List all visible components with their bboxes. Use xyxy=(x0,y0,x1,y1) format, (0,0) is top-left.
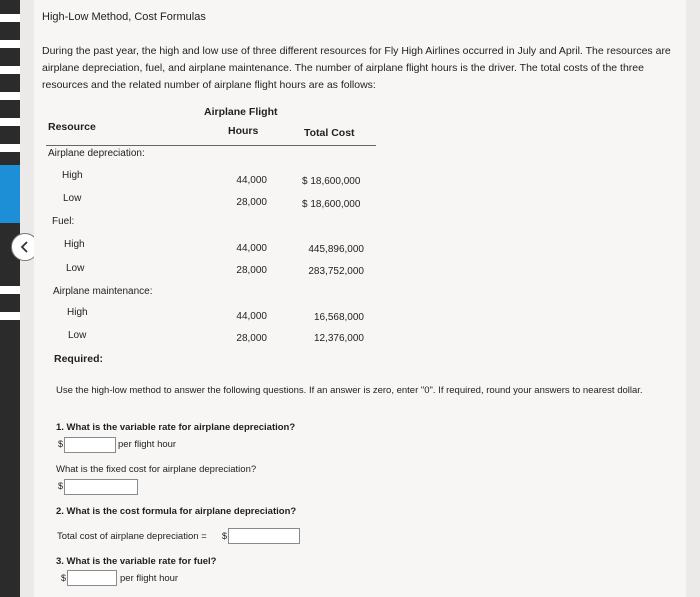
row-label: Low xyxy=(63,193,82,204)
row-cost: 445,896,000 xyxy=(308,244,364,255)
q1-unit-label: per flight hour xyxy=(118,439,177,450)
sidebar-tick xyxy=(0,286,20,294)
header-hours-line1: Airplane Flight xyxy=(204,106,278,118)
row-cost: 12,376,000 xyxy=(313,333,364,344)
sidebar-tick xyxy=(0,144,20,152)
row-cost: 16,568,000 xyxy=(313,312,364,323)
sidebar-tick xyxy=(0,14,20,22)
sidebar-tick xyxy=(0,118,20,126)
row-hours: 44,000 xyxy=(236,175,267,186)
q2-formula-label: Total cost of airplane depreciation = xyxy=(57,531,207,542)
question-2-cost-formula: 2. What is the cost formula for airplane depreciation? xyxy=(56,506,297,517)
currency-symbol: $ xyxy=(61,573,67,583)
group-label: Fuel: xyxy=(52,216,75,227)
q1-fixed-cost-input[interactable] xyxy=(64,479,138,495)
row-cost: $ 18,600,000 xyxy=(302,199,361,210)
required-heading: Required: xyxy=(54,353,104,365)
question-1-fixed-cost: What is the fixed cost for airplane depreciation? xyxy=(56,464,257,475)
row-label: High xyxy=(67,307,88,318)
q2-cost-formula-input[interactable] xyxy=(228,528,300,544)
group-label: Airplane maintenance: xyxy=(53,286,153,297)
row-cost: 283,752,000 xyxy=(308,266,364,277)
currency-symbol: $ xyxy=(58,481,64,491)
row-hours: 28,000 xyxy=(236,197,267,208)
group-label: Airplane depreciation: xyxy=(48,148,145,159)
row-hours: 44,000 xyxy=(236,243,267,254)
header-resource: Resource xyxy=(48,121,96,133)
currency-symbol: $ xyxy=(222,531,228,541)
question-1-variable-rate: 1. What is the variable rate for airplane depreciation? xyxy=(56,422,296,433)
row-label: Low xyxy=(68,330,87,341)
q1-variable-rate-input[interactable] xyxy=(64,437,116,453)
sidebar-tick xyxy=(0,40,20,48)
row-hours: 28,000 xyxy=(236,333,267,344)
row-label: Low xyxy=(66,263,85,274)
chevron-left-icon xyxy=(18,240,32,254)
row-label: High xyxy=(62,170,83,181)
page-title: High-Low Method, Cost Formulas xyxy=(42,11,206,23)
header-total-cost: Total Cost xyxy=(304,127,355,139)
sidebar-active-marker xyxy=(0,165,20,223)
row-hours: 28,000 xyxy=(236,265,267,276)
currency-symbol: $ xyxy=(58,439,64,449)
row-cost: $ 18,600,000 xyxy=(302,176,361,187)
sidebar-tick xyxy=(0,92,20,100)
header-divider xyxy=(46,145,376,146)
row-hours: 44,000 xyxy=(236,311,267,322)
sidebar-tick xyxy=(0,66,20,74)
intro-paragraph: During the past year, the high and low use of three different resources for Fly High Airlines occurred in July and April. The resources are airplane depreciation, fuel, and airplane maintenance. The number of airplane flight hours is the driver. The total costs of the three resources and the related number of airplane flight hours are as follows: xyxy=(42,45,671,91)
instructions: Use the high-low method to answer the following questions. If an answer is zero, enter "0". If required, round your answers to nearest dollar. xyxy=(56,385,643,396)
row-label: High xyxy=(64,239,85,250)
header-hours-line2: Hours xyxy=(228,125,259,137)
q3-fuel-rate-input[interactable] xyxy=(67,570,117,586)
question-3-fuel-rate: 3. What is the variable rate for fuel? xyxy=(56,556,217,567)
problem-page xyxy=(34,0,686,597)
left-sidebar xyxy=(0,0,20,597)
sidebar-tick xyxy=(0,312,20,320)
q3-unit-label: per flight hour xyxy=(120,573,179,584)
